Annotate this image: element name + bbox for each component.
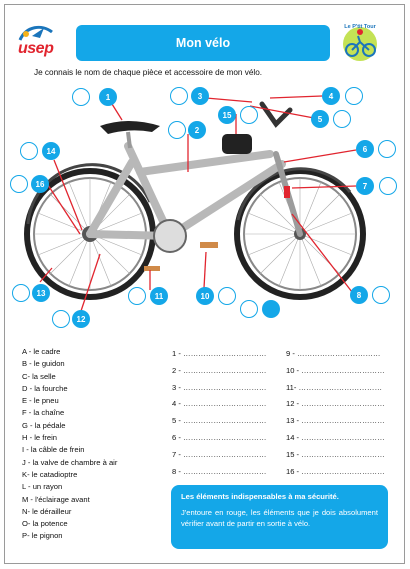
marker-10: 10 [196, 287, 214, 305]
answer-circle-15[interactable] [240, 106, 258, 124]
answer-circle-10[interactable] [218, 287, 236, 305]
marker-8: 8 [350, 286, 368, 304]
marker-7: 7 [356, 177, 374, 195]
marker-2: 2 [188, 121, 206, 139]
marker-13: 13 [32, 284, 50, 302]
legend-item: J - la valve de chambre à air [22, 457, 118, 467]
answer-line[interactable]: 7 - …………………………… [172, 449, 267, 459]
answer-circle-4[interactable] [345, 87, 363, 105]
answer-circle-3[interactable] [170, 87, 188, 105]
answer-circle-8[interactable] [372, 286, 390, 304]
answer-circle-5[interactable] [333, 110, 351, 128]
answer-line[interactable]: 12 - …………………………… [286, 399, 385, 409]
marker-16: 16 [31, 175, 49, 193]
legend-item: H - le frein [22, 433, 58, 443]
legend-item: M - l'éclairage avant [22, 494, 90, 504]
answer-line[interactable]: 10 - …………………………… [286, 365, 385, 375]
marker-9 [262, 300, 280, 318]
pedal-left [144, 266, 160, 271]
answer-circle-2[interactable] [168, 121, 186, 139]
legend-item: P- le pignon [22, 531, 63, 541]
marker-4: 4 [322, 87, 340, 105]
answer-line[interactable]: 1 - …………………………… [172, 349, 267, 358]
intro-text: Je connais le nom de chaque pièce et accessoire de mon vélo. [34, 68, 263, 77]
answer-line[interactable]: 8 - …………………………… [172, 466, 267, 476]
marker-11: 11 [150, 287, 168, 305]
safety-box-title: Les éléments indispensables à ma sécurité. [181, 492, 339, 501]
answer-circle-12[interactable] [52, 310, 70, 328]
usep-logo-text: usep [18, 40, 54, 57]
legend-item: A - le cadre [22, 347, 61, 356]
front-bag [222, 134, 252, 154]
marker-12: 12 [72, 310, 90, 328]
safety-box-text: J'entoure en rouge, les éléments que je dois absolument vérifier avant de partir en sortie à vélo. [181, 508, 378, 528]
legend-item: B - le guidon [22, 359, 65, 369]
legend-item: K- le catadioptre [22, 469, 78, 479]
answer-line[interactable]: 9 - …………………………… [286, 349, 381, 358]
answer-line[interactable]: 15 - …………………………… [286, 449, 385, 459]
answer-circle-16[interactable] [10, 175, 28, 193]
legend-item: E - le pneu [22, 396, 59, 406]
legend-item: D - la fourche [22, 383, 68, 393]
marker-1: 1 [99, 88, 117, 106]
legend-item: O- la potence [22, 519, 68, 529]
answer-line[interactable]: 4 - …………………………… [172, 399, 267, 409]
reflector [284, 186, 290, 198]
answer-circle-7[interactable] [379, 177, 397, 195]
parts-legend [22, 346, 117, 543]
ptit-tour-logo [338, 20, 382, 64]
marker-6: 6 [356, 140, 374, 158]
answer-circle-1[interactable] [72, 88, 90, 106]
legend-item: F - la chaîne [22, 408, 65, 418]
answer-line[interactable]: 11- …………………………… [286, 382, 383, 392]
page-title: Mon vélo [76, 25, 330, 61]
ptit-tour-logo-text: Le P'tit Tour [344, 24, 376, 30]
answer-line[interactable]: 3 - …………………………… [172, 382, 267, 392]
marker-5: 5 [311, 110, 329, 128]
chainring [154, 220, 186, 252]
legend-item: C- la selle [22, 371, 56, 381]
answers-left-column [172, 346, 267, 480]
answer-circle-14[interactable] [20, 142, 38, 160]
answer-line[interactable]: 13 - …………………………… [286, 416, 385, 426]
marker-3: 3 [191, 87, 209, 105]
answer-circle-13[interactable] [12, 284, 30, 302]
safety-box [171, 485, 388, 549]
answers-right-column [286, 346, 385, 480]
answer-circle-9[interactable] [240, 300, 258, 318]
answer-line[interactable]: 5 - …………………………… [172, 416, 267, 426]
pedal [200, 242, 218, 248]
answer-line[interactable]: 16 - …………………………… [286, 466, 385, 476]
marker-14: 14 [42, 142, 60, 160]
answer-line[interactable]: 2 - …………………………… [172, 365, 267, 375]
legend-item: N- le dérailleur [22, 506, 72, 516]
legend-item: I - la câble de frein [22, 445, 85, 455]
marker-15: 15 [218, 106, 236, 124]
answer-line[interactable]: 14 - …………………………… [286, 432, 385, 442]
legend-item: L - un rayon [22, 482, 63, 492]
answer-circle-11[interactable] [128, 287, 146, 305]
legend-item: G - la pédale [22, 420, 66, 430]
answer-circle-6[interactable] [378, 140, 396, 158]
handlebar [262, 104, 290, 124]
answer-line[interactable]: 6 - …………………………… [172, 432, 267, 442]
